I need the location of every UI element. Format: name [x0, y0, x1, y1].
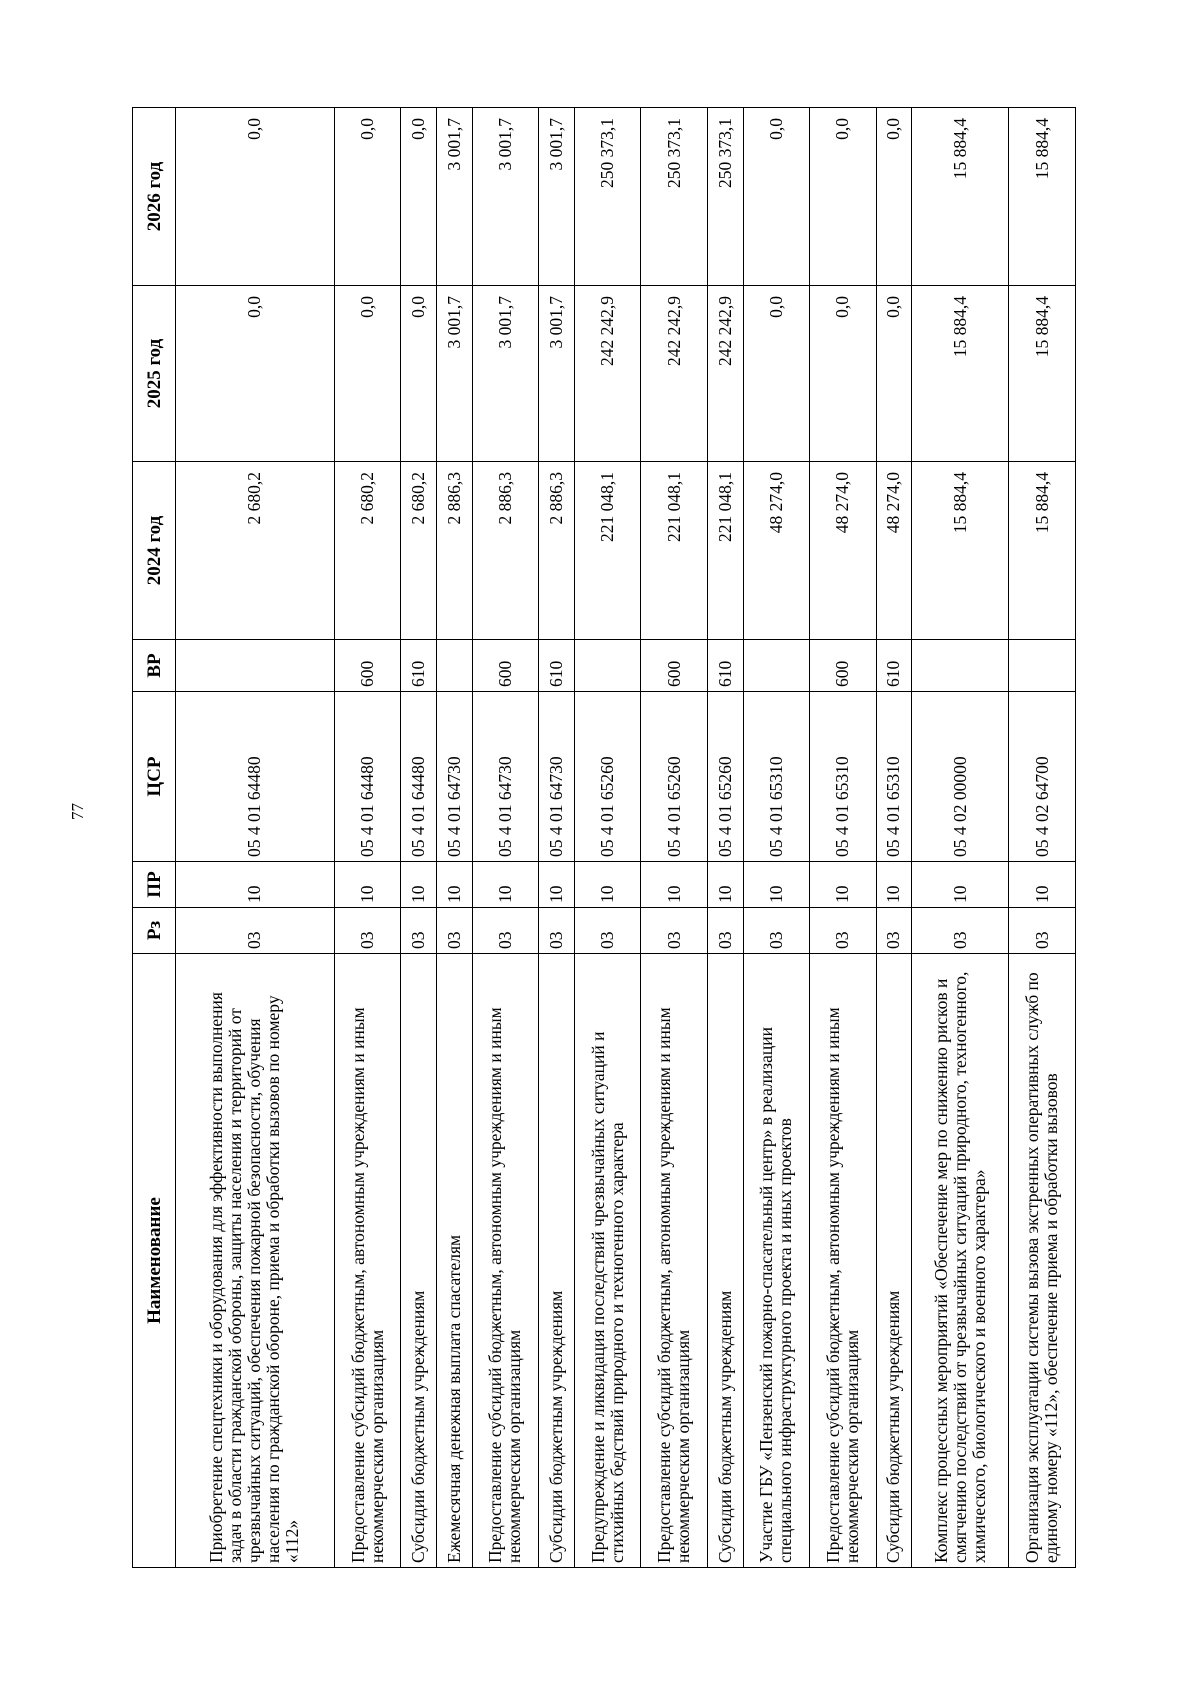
row-amount-2026: 15 884,4	[912, 108, 1009, 286]
table-row	[876, 108, 912, 1568]
table-row	[176, 108, 335, 1568]
row-amount-2026: 0,0	[401, 108, 437, 286]
row-amount-2026: 0,0	[176, 108, 335, 286]
row-amount-2025: 3 001,7	[472, 286, 538, 462]
table-row	[539, 108, 575, 1568]
row-pr: 10	[743, 862, 809, 908]
row-name: Участие ГБУ «Пензенский пожарно-спасательный центр» в реализации специального инфраструктурного проекта и иных проектов	[743, 954, 809, 1568]
row-amount-2024: 15 884,4	[1009, 462, 1076, 640]
row-vr	[1009, 640, 1076, 692]
row-name: Предоставление субсидий бюджетным, автономным учреждениям и иным некоммерческим организациям	[334, 954, 400, 1568]
row-csr: 05 4 01 65260	[574, 692, 640, 862]
row-amount-2025: 0,0	[743, 286, 809, 462]
row-vr: 610	[876, 640, 912, 692]
row-amount-2026: 0,0	[876, 108, 912, 286]
header-2026: 2026 год	[133, 108, 176, 286]
row-csr: 05 4 01 64480	[401, 692, 437, 862]
row-amount-2024: 221 048,1	[707, 462, 743, 640]
row-rz: 03	[574, 908, 640, 954]
row-name: Субсидии бюджетным учреждениям	[707, 954, 743, 1568]
row-name: Субсидии бюджетным учреждениям	[876, 954, 912, 1568]
row-rz: 03	[743, 908, 809, 954]
budget-table-wrapper	[132, 108, 1076, 1568]
row-amount-2024: 48 274,0	[743, 462, 809, 640]
row-amount-2025: 242 242,9	[707, 286, 743, 462]
row-name: Субсидии бюджетным учреждениям	[401, 954, 437, 1568]
row-csr: 05 4 02 00000	[912, 692, 1009, 862]
row-vr	[176, 640, 335, 692]
row-rz: 03	[401, 908, 437, 954]
row-pr: 10	[574, 862, 640, 908]
row-pr: 10	[1009, 862, 1076, 908]
row-rz: 03	[912, 908, 1009, 954]
row-csr: 05 4 01 64730	[437, 692, 473, 862]
header-vr: ВР	[133, 640, 176, 692]
row-vr: 610	[539, 640, 575, 692]
budget-table	[132, 107, 1076, 1568]
row-vr: 600	[641, 640, 707, 692]
row-amount-2025: 0,0	[876, 286, 912, 462]
row-amount-2025: 3 001,7	[539, 286, 575, 462]
row-amount-2025: 0,0	[176, 286, 335, 462]
row-rz: 03	[810, 908, 876, 954]
row-amount-2024: 2 680,2	[176, 462, 335, 640]
row-vr: 610	[707, 640, 743, 692]
row-vr: 600	[334, 640, 400, 692]
row-amount-2026: 3 001,7	[539, 108, 575, 286]
row-csr: 05 4 01 65310	[876, 692, 912, 862]
row-pr: 10	[437, 862, 473, 908]
page-number: 77	[68, 803, 87, 820]
row-csr: 05 4 01 65310	[743, 692, 809, 862]
row-amount-2024: 221 048,1	[574, 462, 640, 640]
row-amount-2024: 221 048,1	[641, 462, 707, 640]
row-vr: 600	[810, 640, 876, 692]
table-row	[472, 108, 538, 1568]
row-name: Предоставление субсидий бюджетным, автономным учреждениям и иным некоммерческим организациям	[472, 954, 538, 1568]
row-pr: 10	[810, 862, 876, 908]
row-vr	[574, 640, 640, 692]
row-rz: 03	[334, 908, 400, 954]
row-amount-2025: 3 001,7	[437, 286, 473, 462]
header-name: Наименование	[133, 954, 176, 1568]
table-row	[574, 108, 640, 1568]
row-pr: 10	[641, 862, 707, 908]
row-vr	[912, 640, 1009, 692]
table-header-row	[133, 108, 176, 1568]
row-rz: 03	[876, 908, 912, 954]
header-pr: ПР	[133, 862, 176, 908]
row-amount-2026: 3 001,7	[437, 108, 473, 286]
table-row	[437, 108, 473, 1568]
row-amount-2025: 15 884,4	[912, 286, 1009, 462]
row-csr: 05 4 01 64480	[176, 692, 335, 862]
row-amount-2024: 2 886,3	[472, 462, 538, 640]
row-name: Ежемесячная денежная выплата спасателям	[437, 954, 473, 1568]
row-amount-2025: 0,0	[334, 286, 400, 462]
table-row	[912, 108, 1009, 1568]
row-amount-2024: 2 886,3	[437, 462, 473, 640]
table-body	[176, 108, 1076, 1568]
row-name: Предоставление субсидий бюджетным, автономным учреждениям и иным некоммерческим организациям	[641, 954, 707, 1568]
row-name: Комплекс процессных мероприятий «Обеспечение мер по снижению рисков и смягчению последствий от чрезвычайных ситуаций природного, техногенного, химического, биологического и военного характера»	[912, 954, 1009, 1568]
row-amount-2024: 48 274,0	[876, 462, 912, 640]
row-rz: 03	[707, 908, 743, 954]
row-amount-2024: 2 680,2	[401, 462, 437, 640]
row-amount-2026: 250 373,1	[574, 108, 640, 286]
header-csr: ЦСР	[133, 692, 176, 862]
table-row	[707, 108, 743, 1568]
row-pr: 10	[401, 862, 437, 908]
header-2024: 2024 год	[133, 462, 176, 640]
row-vr	[437, 640, 473, 692]
row-amount-2026: 0,0	[334, 108, 400, 286]
row-amount-2026: 250 373,1	[707, 108, 743, 286]
row-pr: 10	[876, 862, 912, 908]
row-pr: 10	[472, 862, 538, 908]
row-csr: 05 4 01 65310	[810, 692, 876, 862]
row-name: Организация эксплуатации системы вызова экстренных оперативных служб по единому номеру «112», обеспечение приема и обработки вызовов	[1009, 954, 1076, 1568]
row-name: Приобретение спецтехники и оборудования для эффективности выполнения задач в области гражданской обороны, защиты населения и территорий от чрезвычайных ситуаций, обеспечения пожарной безопасности, обучения населения по гражданской обороне, приема и обработки вызовов по номеру «112»	[176, 954, 335, 1568]
row-amount-2024: 2 886,3	[539, 462, 575, 640]
row-pr: 10	[912, 862, 1009, 908]
row-amount-2024: 48 274,0	[810, 462, 876, 640]
row-amount-2026: 0,0	[743, 108, 809, 286]
row-csr: 05 4 01 65260	[641, 692, 707, 862]
row-name: Субсидии бюджетным учреждениям	[539, 954, 575, 1568]
row-csr: 05 4 01 64730	[539, 692, 575, 862]
row-amount-2026: 0,0	[810, 108, 876, 286]
row-name: Предоставление субсидий бюджетным, автономным учреждениям и иным некоммерческим организациям	[810, 954, 876, 1568]
row-csr: 05 4 02 64700	[1009, 692, 1076, 862]
row-csr: 05 4 01 64730	[472, 692, 538, 862]
table-row	[810, 108, 876, 1568]
row-rz: 03	[539, 908, 575, 954]
row-csr: 05 4 01 65260	[707, 692, 743, 862]
row-amount-2025: 242 242,9	[574, 286, 640, 462]
row-rz: 03	[1009, 908, 1076, 954]
table-row	[401, 108, 437, 1568]
row-vr: 600	[472, 640, 538, 692]
table-row	[1009, 108, 1076, 1568]
row-amount-2025: 0,0	[810, 286, 876, 462]
row-vr: 610	[401, 640, 437, 692]
row-rz: 03	[641, 908, 707, 954]
row-amount-2026: 15 884,4	[1009, 108, 1076, 286]
row-pr: 10	[334, 862, 400, 908]
row-amount-2026: 250 373,1	[641, 108, 707, 286]
row-amount-2026: 3 001,7	[472, 108, 538, 286]
table-row	[743, 108, 809, 1568]
row-csr: 05 4 01 64480	[334, 692, 400, 862]
row-vr	[743, 640, 809, 692]
table-row	[334, 108, 400, 1568]
row-amount-2025: 0,0	[401, 286, 437, 462]
row-pr: 10	[176, 862, 335, 908]
row-rz: 03	[472, 908, 538, 954]
header-rz: Рз	[133, 908, 176, 954]
row-amount-2025: 242 242,9	[641, 286, 707, 462]
row-rz: 03	[437, 908, 473, 954]
header-2025: 2025 год	[133, 286, 176, 462]
row-pr: 10	[539, 862, 575, 908]
row-rz: 03	[176, 908, 335, 954]
row-pr: 10	[707, 862, 743, 908]
row-amount-2025: 15 884,4	[1009, 286, 1076, 462]
row-name: Предупреждение и ликвидация последствий чрезвычайных ситуаций и стихийных бедствий природного и техногенного характера	[574, 954, 640, 1568]
row-amount-2024: 15 884,4	[912, 462, 1009, 640]
table-row	[641, 108, 707, 1568]
row-amount-2024: 2 680,2	[334, 462, 400, 640]
